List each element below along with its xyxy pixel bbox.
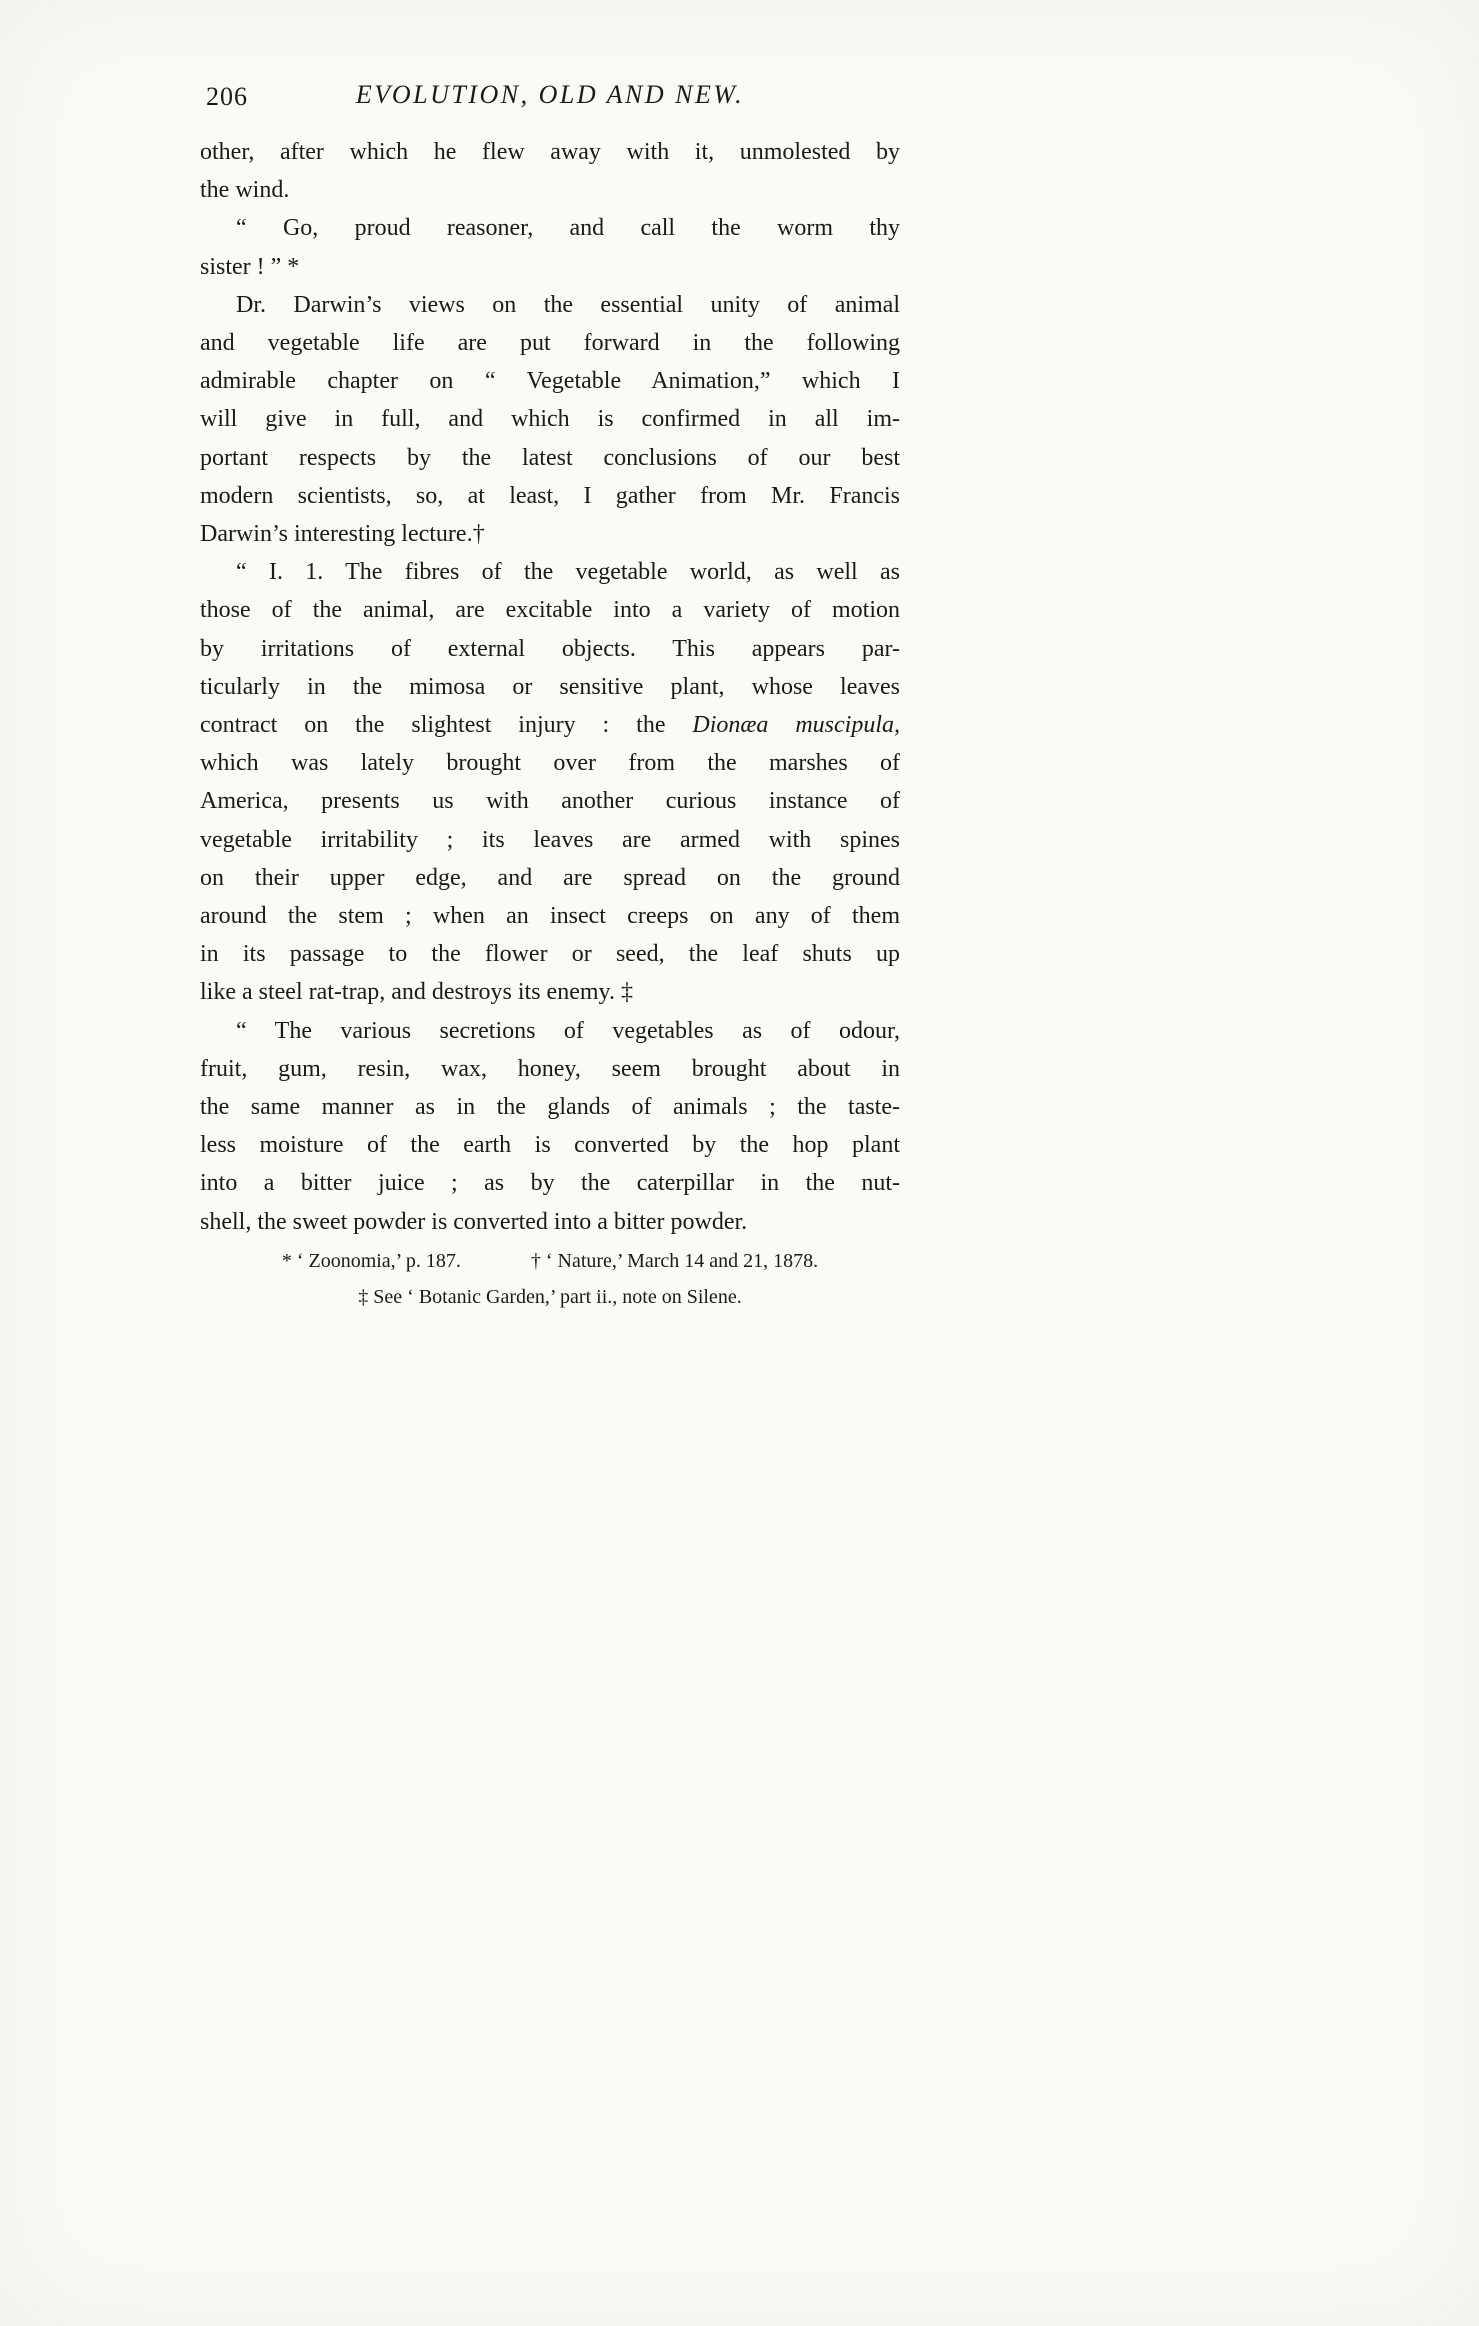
footnote-nature: † ‘ Nature,’ March 14 and 21, 1878. bbox=[530, 1250, 819, 1272]
page-header bbox=[200, 80, 900, 120]
text-line: contract on the slightest injury : the Dionæa muscipula, bbox=[200, 712, 900, 739]
text-line: will give in full, and which is confirmed in all im- bbox=[200, 406, 900, 433]
text-line: Dr. Darwin’s views on the essential unity of animal bbox=[236, 291, 900, 318]
text-line: like a steel rat-trap, and destroys its enemy. ‡ bbox=[200, 979, 633, 1006]
footnotes bbox=[200, 1243, 900, 1315]
text-line: America, presents us with another curious instance of bbox=[200, 788, 900, 815]
text-line: vegetable irritability ; its leaves are armed with spines bbox=[200, 826, 900, 853]
text-line: the wind. bbox=[200, 177, 290, 204]
footnote-zoonomia: * ‘ Zoonomia,’ p. 187. bbox=[281, 1250, 461, 1272]
footnote-row-1 bbox=[200, 1243, 900, 1279]
text-line: sister ! ” * bbox=[200, 253, 300, 280]
text-line: other, after which he flew away with it, unmolested by bbox=[200, 139, 900, 165]
page-number: 206 bbox=[206, 82, 248, 111]
text-line: on their upper edge, and are spread on the ground bbox=[200, 864, 900, 891]
text-line: around the stem ; when an insect creeps on any of them bbox=[200, 903, 900, 930]
text-line: and vegetable life are put forward in the following bbox=[200, 330, 900, 357]
text-line: fruit, gum, resin, wax, honey, seem brought about in bbox=[200, 1055, 900, 1082]
text-line: less moisture of the earth is converted by the hop plant bbox=[200, 1132, 900, 1159]
running-title: EVOLUTION, OLD AND NEW. bbox=[355, 80, 745, 109]
text-line: portant respects by the latest conclusions of our best bbox=[200, 444, 900, 471]
text-line: “ I. 1. The fibres of the vegetable world, as well as bbox=[236, 559, 900, 586]
text-line: Darwin’s interesting lecture.† bbox=[200, 521, 485, 548]
text-line: ticularly in the mimosa or sensitive plant, whose leaves bbox=[200, 673, 900, 700]
text-line: in its passage to the flower or seed, the leaf shuts up bbox=[200, 941, 900, 968]
text-line: “ The various secretions of vegetables as of odour, bbox=[236, 1017, 900, 1044]
text-line: “ Go, proud reasoner, and call the worm thy bbox=[236, 215, 900, 242]
body-text bbox=[200, 133, 900, 1241]
text-line: modern scientists, so, at least, I gather from Mr. Francis bbox=[200, 482, 900, 509]
text-line: shell, the sweet powder is converted into a bitter powder. bbox=[200, 1208, 748, 1235]
text-line: those of the animal, are excitable into a variety of motion bbox=[200, 597, 900, 624]
text-line: by irritations of external objects. This appears par- bbox=[200, 635, 900, 662]
footnote-botanic-garden: ‡ See ‘ Botanic Garden,’ part ii., note on Silene. bbox=[358, 1286, 742, 1308]
text-line: which was lately brought over from the marshes of bbox=[200, 750, 900, 777]
text-line: admirable chapter on “ Vegetable Animation,” which I bbox=[200, 368, 900, 395]
text-line: the same manner as in the glands of animals ; the taste- bbox=[200, 1094, 900, 1121]
text-line: into a bitter juice ; as by the caterpillar in the nut- bbox=[200, 1170, 900, 1197]
